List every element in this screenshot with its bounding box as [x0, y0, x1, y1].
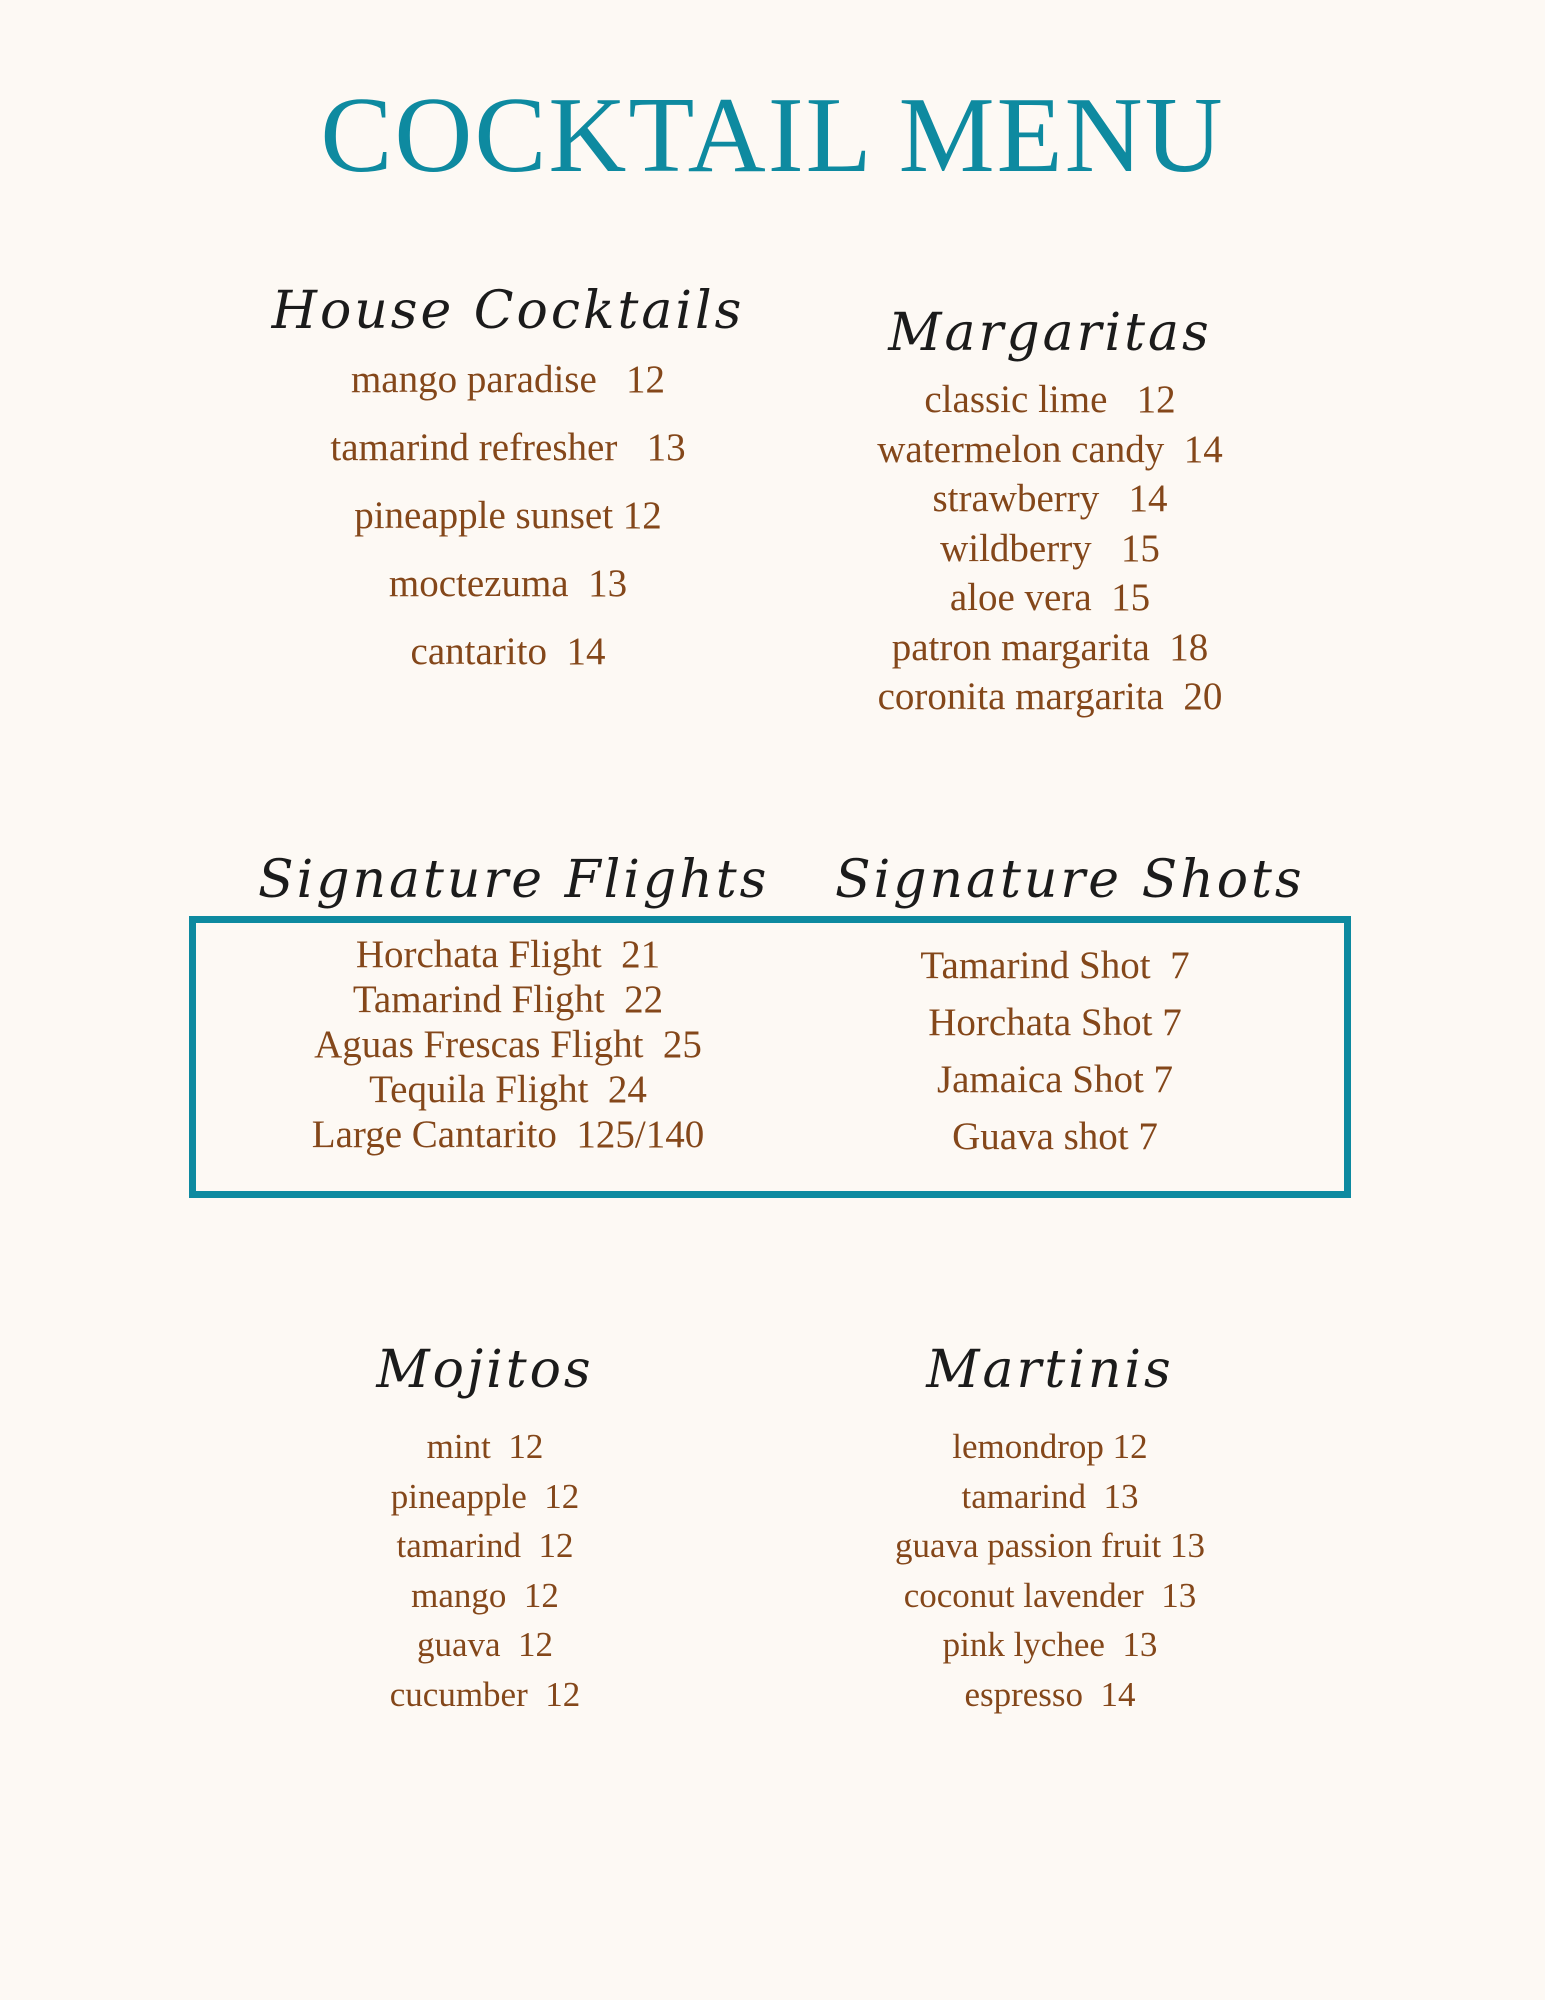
signature-shots-section — [835, 848, 1305, 1165]
menu-item: tamarind refresher 13 — [330, 426, 686, 469]
menu-item: classic lime 12 — [924, 378, 1176, 421]
menu-item: guava passion fruit 13 — [894, 1526, 1206, 1565]
mojitos-heading: Mojitos — [376, 1340, 594, 1400]
menu-item: Horchata Flight 21 — [355, 933, 661, 976]
signature-flights-section — [258, 848, 770, 1157]
menu-item: watermelon candy 14 — [877, 427, 1223, 471]
menu-item: Large Cantarito 125/140 — [311, 1113, 705, 1156]
house-cocktails-section — [268, 281, 748, 686]
menu-item: pink lychee 13 — [942, 1625, 1158, 1664]
menu-item: wildberry 15 — [940, 526, 1160, 570]
menu-item: Aguas Frescas Flight 25 — [314, 1023, 702, 1066]
martinis-heading: Martinis — [926, 1340, 1174, 1400]
menu-title: COCKTAIL MENU — [320, 76, 1225, 195]
signature-shots-heading: Signature Shots — [835, 850, 1305, 910]
menu-item: Guava shot 7 — [952, 1115, 1158, 1158]
menu-item: Tequila Flight 24 — [369, 1068, 647, 1111]
menu-item: pineapple sunset 12 — [354, 494, 662, 537]
menu-item: cantarito 14 — [410, 630, 606, 673]
menu-item: guava 12 — [416, 1625, 554, 1664]
menu-item: cucumber 12 — [389, 1674, 581, 1714]
house-cocktails-heading: House Cocktails — [271, 281, 745, 341]
menu-item: mint 12 — [426, 1427, 544, 1466]
menu-item: patron margarita 18 — [891, 625, 1209, 669]
menu-item: mango paradise 12 — [350, 358, 666, 401]
margaritas-section — [830, 292, 1270, 722]
mojitos-section — [330, 1338, 640, 1719]
menu-item: pineapple 12 — [390, 1476, 580, 1516]
menu-item: Tamarind Flight 22 — [352, 978, 664, 1021]
menu-item: Jamaica Shot 7 — [936, 1058, 1174, 1101]
menu-item: tamarind 12 — [396, 1526, 574, 1565]
menu-item: Horchata Shot 7 — [928, 1001, 1182, 1044]
menu-item: mango 12 — [411, 1575, 559, 1615]
menu-item: tamarind 13 — [961, 1476, 1139, 1516]
menu-item: strawberry 14 — [932, 477, 1168, 520]
signature-flights-heading: Signature Flights — [258, 850, 770, 910]
margaritas-heading: Margaritas — [888, 303, 1212, 363]
menu-item: Tamarind Shot 7 — [920, 944, 1190, 987]
menu-item: aloe vera 15 — [949, 576, 1151, 619]
menu-item: espresso 14 — [964, 1674, 1136, 1714]
menu-item: moctezuma 13 — [388, 562, 628, 605]
martinis-section — [850, 1338, 1250, 1719]
menu-item: coronita margarita 20 — [877, 675, 1223, 718]
menu-item: coconut lavender 13 — [903, 1575, 1197, 1615]
menu-item: lemondrop 12 — [952, 1427, 1148, 1466]
